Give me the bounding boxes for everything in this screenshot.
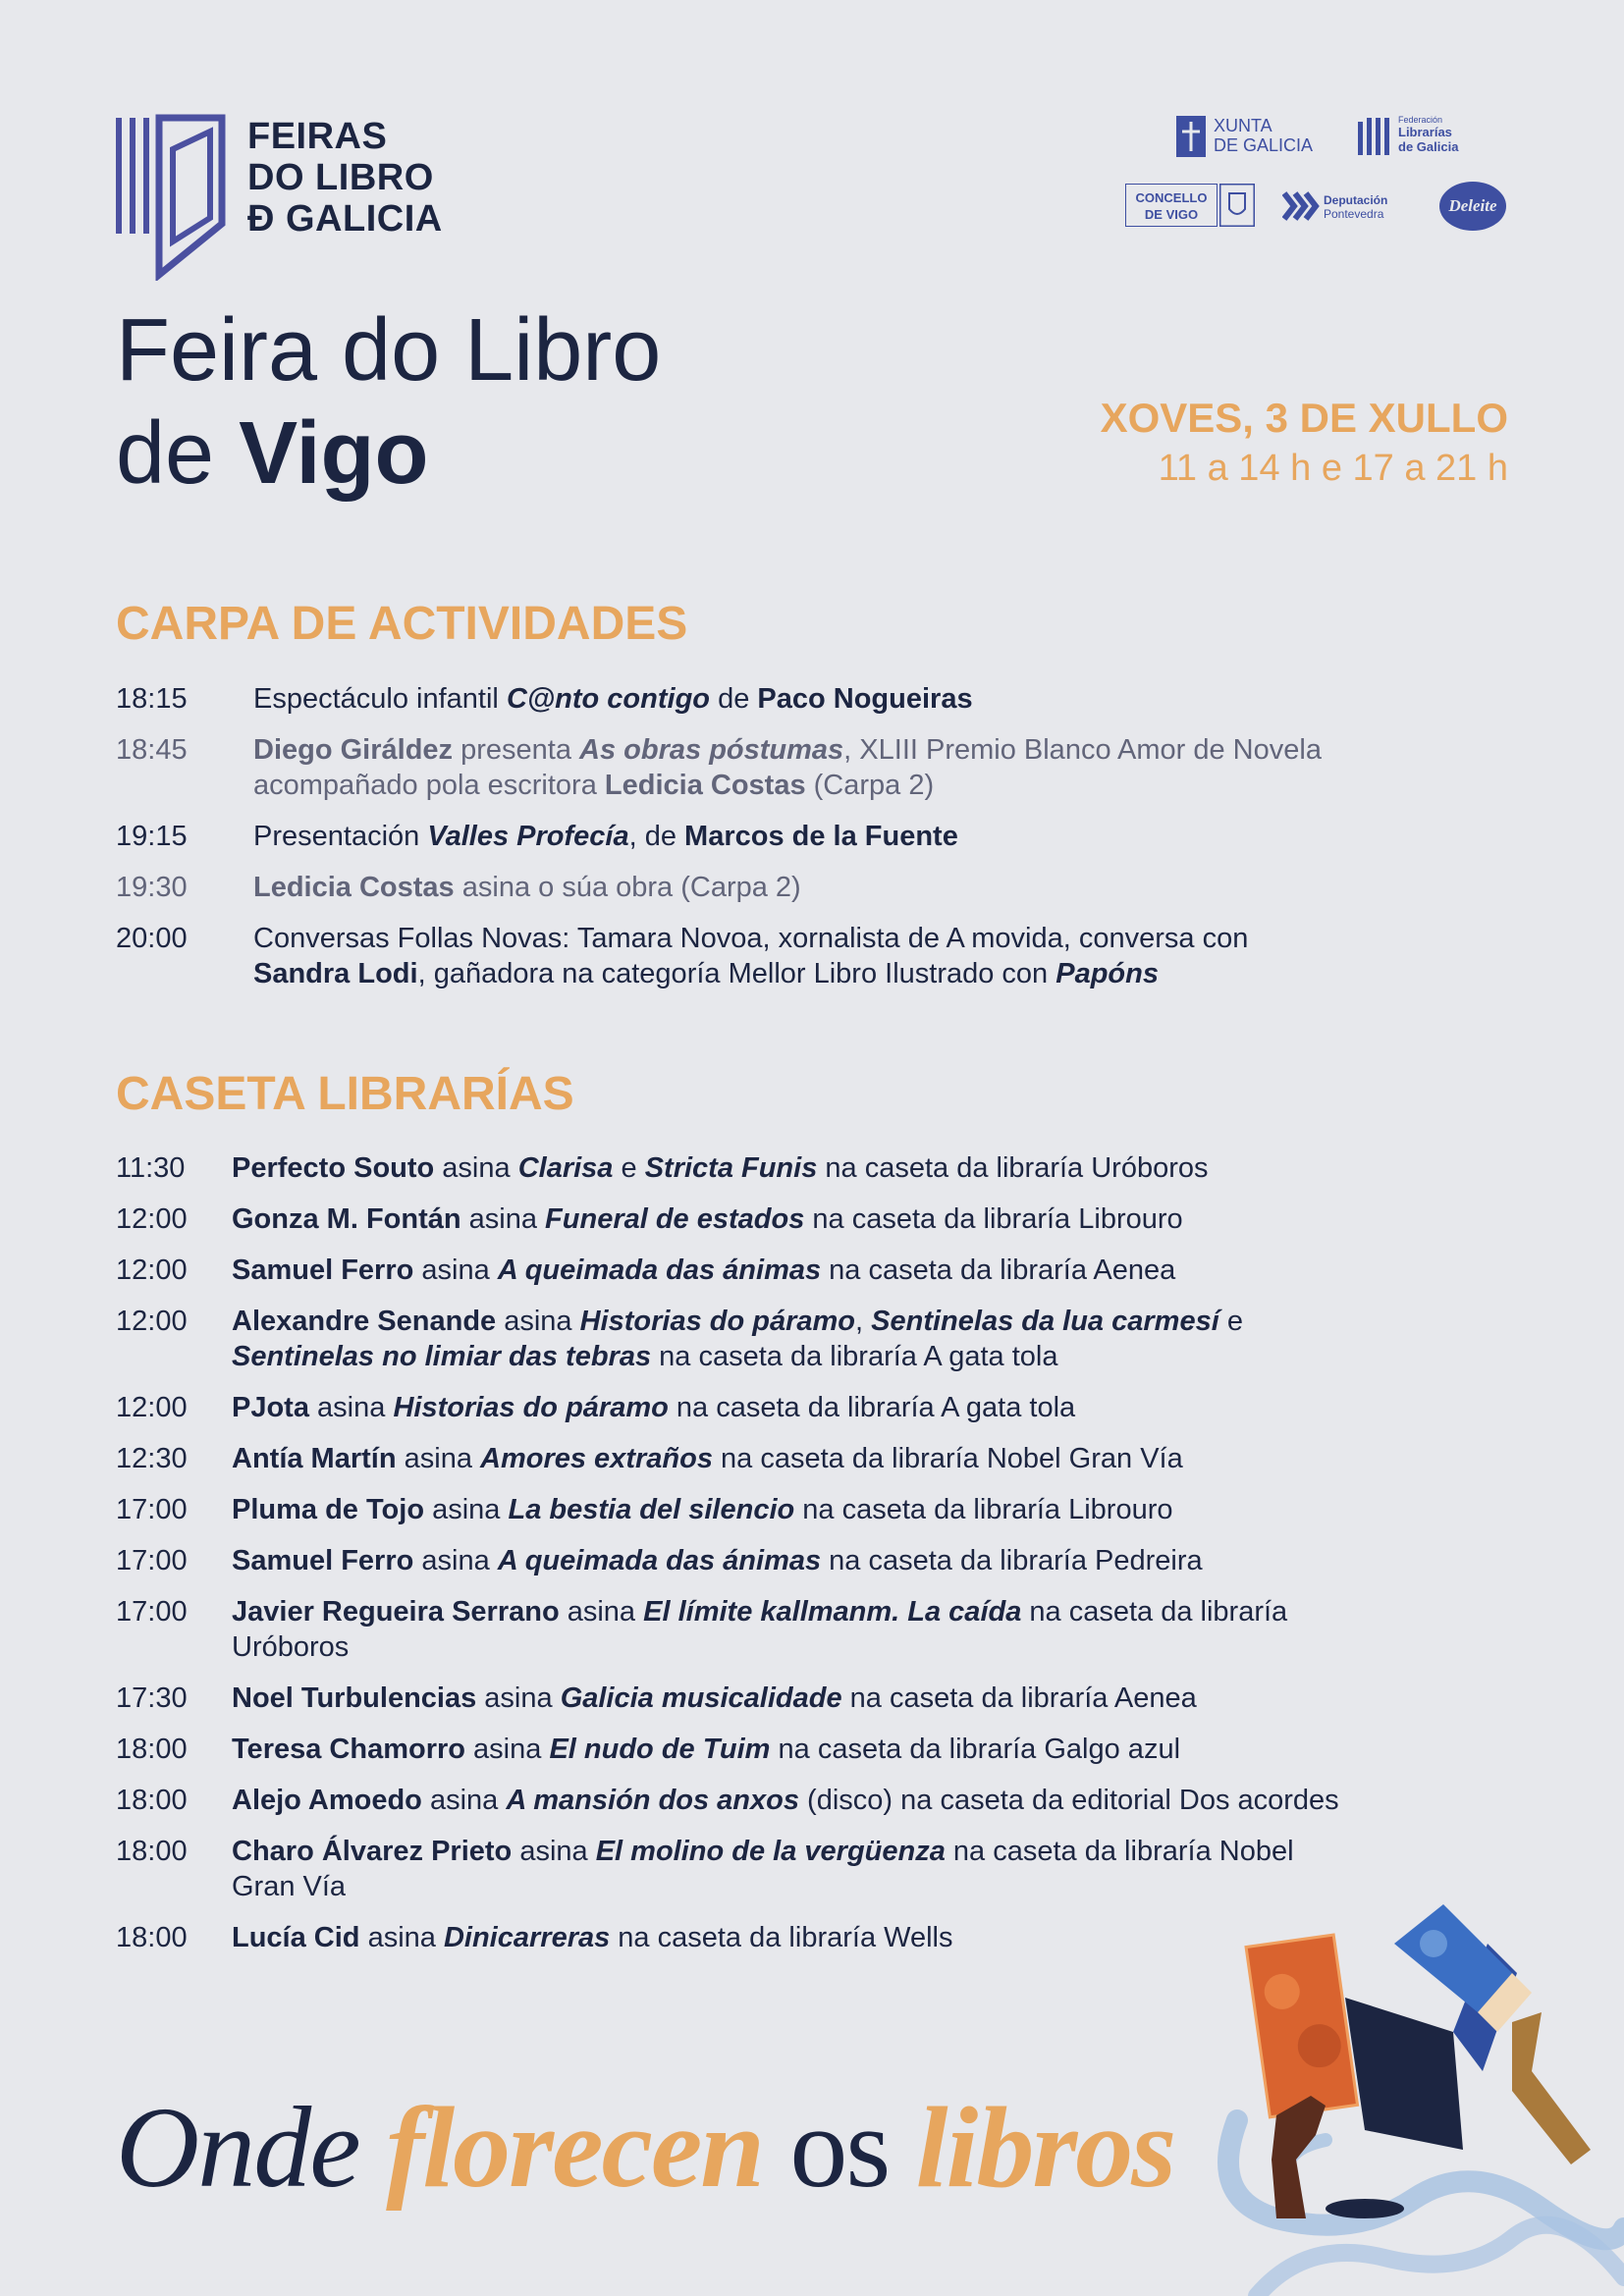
federacion-logo [1398, 115, 1458, 154]
xunta-line-2: DE GALICIA [1214, 135, 1314, 155]
schedule-row [116, 1492, 1353, 1527]
text: , XLIII Premio Blanco Amor de Novela acompañado pola escritora [253, 734, 1322, 801]
text: na caseta da libraría Aenea [841, 1682, 1197, 1714]
schedule-row [116, 1253, 1353, 1288]
work-title: Galicia musicalidade [560, 1682, 842, 1714]
slogan-word-4: libros [915, 2083, 1175, 2212]
text: asina [465, 1734, 550, 1765]
text: asina [434, 1152, 518, 1184]
text: Conversas Follas Novas: Tamara Novoa, xornalista de A movida, conversa con [253, 923, 1249, 954]
text: asina [413, 1545, 498, 1576]
person-name: Marcos de la Fuente [684, 821, 958, 852]
person-name: Alejo Amoedo [232, 1785, 422, 1816]
person-name: Ledicia Costas [253, 872, 455, 903]
text: (disco) na caseta da editorial Dos acordes [799, 1785, 1339, 1816]
schedule-row [116, 1681, 1353, 1716]
concello-line-2: DE VIGO [1144, 207, 1199, 222]
person-name: Teresa Chamorro [232, 1734, 465, 1765]
schedule-row [116, 1732, 1353, 1767]
person-name: Alexandre Senande [232, 1306, 497, 1337]
text: e [1218, 1306, 1243, 1337]
row-time: 19:30 [116, 872, 188, 903]
text: (Carpa 2) [805, 770, 935, 801]
row-description [232, 1920, 1353, 1955]
text: na caseta da libraría Galgo azul [770, 1734, 1181, 1765]
text: asina [512, 1836, 596, 1867]
text: na caseta da libraría Aenea [821, 1255, 1176, 1286]
text: asina [424, 1494, 509, 1525]
row-time: 18:45 [116, 734, 188, 766]
work-title: A queimada das ánimas [497, 1545, 822, 1576]
row-time: 17:00 [116, 1545, 188, 1576]
row-description [232, 1492, 1353, 1527]
text: na caseta da libraría Nobel Gran Vía [232, 1836, 1294, 1902]
person-name: Antía Martín [232, 1443, 397, 1474]
federacion-line-2: de Galicia [1398, 139, 1459, 154]
federacion-line-1: Librarías [1398, 125, 1452, 139]
schedule-row [116, 1783, 1353, 1818]
deputacion-logo [1324, 193, 1387, 221]
schedule-row [116, 1834, 1353, 1904]
schedule-row [116, 732, 1343, 803]
person-name: Sandra Lodi [253, 958, 418, 989]
work-title: Historias do páramo [579, 1306, 856, 1337]
work-title: Sentinelas da lua carmesí [871, 1306, 1219, 1337]
row-time: 17:00 [116, 1596, 188, 1628]
work-title: A queimada das ánimas [497, 1255, 822, 1286]
work-title: El molino de la vergüenza [595, 1836, 946, 1867]
text: , de [628, 821, 685, 852]
work-title: La bestia del silencio [508, 1494, 795, 1525]
person-name: Gonza M. Fontán [232, 1203, 461, 1235]
xunta-shield-icon [1176, 116, 1206, 157]
person-name: Javier Regueira Serrano [232, 1596, 560, 1628]
text: asina [496, 1306, 580, 1337]
schedule-row [116, 1201, 1353, 1237]
work-title: Clarisa [517, 1152, 614, 1184]
title-line-2 [116, 402, 661, 506]
row-time: 17:30 [116, 1682, 188, 1714]
row-time: 18:00 [116, 1836, 188, 1867]
work-title: Papóns [1056, 958, 1159, 989]
text: na caseta da libraría A gata tola [668, 1392, 1076, 1423]
text: Presentación [253, 821, 428, 852]
row-time: 18:00 [116, 1785, 188, 1816]
schedule-row [116, 1920, 1353, 1955]
row-description [232, 1594, 1353, 1665]
row-description [232, 1150, 1353, 1186]
schedule-row [116, 870, 1343, 905]
text: na caseta da libraría Librouro [794, 1494, 1173, 1525]
row-time: 20:00 [116, 923, 188, 954]
text: e [613, 1152, 645, 1184]
row-time: 17:00 [116, 1494, 188, 1525]
row-time: 12:00 [116, 1306, 188, 1337]
row-description [232, 1681, 1353, 1716]
event-hours: 11 a 14 h e 17 a 21 h [1158, 448, 1508, 489]
text: na caseta da libraría A gata tola [651, 1341, 1058, 1372]
deputacion-line-1: Deputación [1324, 193, 1388, 207]
person-name: Pluma de Tojo [232, 1494, 425, 1525]
logo-line-2: DO LIBRO [247, 157, 434, 198]
title-line-2-pre: de [116, 404, 240, 503]
person-name: Perfecto Souto [232, 1152, 435, 1184]
row-time: 12:00 [116, 1392, 188, 1423]
text: asina [460, 1203, 546, 1235]
row-description [232, 1201, 1353, 1237]
text: asina [413, 1255, 498, 1286]
concello-line-1: CONCELLO [1135, 190, 1208, 205]
person-name: PJota [232, 1392, 309, 1423]
xunta-logo [1214, 116, 1313, 155]
text: na caseta da libraría Pedreira [821, 1545, 1203, 1576]
row-description [253, 870, 1343, 905]
person-name: Paco Nogueiras [757, 683, 973, 715]
deputacion-line-2: Pontevedra [1324, 207, 1384, 221]
work-title: Valles Profecía [427, 821, 629, 852]
person-name: Noel Turbulencias [232, 1682, 477, 1714]
row-description [232, 1253, 1353, 1288]
work-title: C@nto contigo [506, 683, 711, 715]
text: na caseta da libraría Wells [610, 1922, 953, 1953]
person-name: Lucía Cid [232, 1922, 360, 1953]
text: Espectáculo infantil [253, 683, 507, 715]
work-title: Sentinelas no limiar das tebras [232, 1341, 652, 1372]
concello-de-vigo-logo [1125, 184, 1218, 227]
sponsor-logos [1125, 113, 1508, 240]
text: na caseta da libraría Nobel Gran Vía [712, 1443, 1183, 1474]
row-description [232, 1732, 1353, 1767]
text: presenta [453, 734, 580, 766]
text: asina o súa obra (Carpa 2) [454, 872, 801, 903]
person-name: Samuel Ferro [232, 1545, 414, 1576]
section-title-carpa: CARPA DE ACTIVIDADES [116, 598, 688, 650]
work-title: Stricta Funis [644, 1152, 818, 1184]
schedule-row [116, 1441, 1353, 1476]
federacion-bars-icon [1358, 118, 1391, 155]
federacion-small: Federación [1398, 115, 1443, 125]
xunta-line-1: XUNTA [1214, 116, 1272, 135]
title-city: Vigo [239, 404, 429, 503]
row-description [232, 1834, 1353, 1904]
text: na caseta da libraría Uróboros [232, 1596, 1288, 1663]
work-title: Amores extraños [480, 1443, 713, 1474]
row-description [232, 1441, 1353, 1476]
logo-line-1: FEIRAS [247, 116, 388, 157]
person-name: Diego Giráldez [253, 734, 454, 766]
title-line-1: Feira do Libro [116, 301, 662, 400]
schedule-row [116, 681, 1343, 717]
schedule-row [116, 921, 1343, 991]
carpa-schedule [116, 681, 1343, 1007]
person-name: Charo Álvarez Prieto [232, 1836, 513, 1867]
row-description [253, 921, 1343, 991]
text: asina [421, 1785, 507, 1816]
page-title [116, 299, 661, 506]
schedule-row [116, 1594, 1353, 1665]
slogan [116, 2079, 1174, 2216]
event-date: XOVES, 3 DE XULLO [1100, 395, 1508, 441]
schedule-row [116, 1390, 1353, 1425]
books-hands-illustration [1218, 1904, 1624, 2296]
schedule-row [116, 819, 1343, 854]
deleite-logo: Deleite [1439, 182, 1506, 231]
work-title: El nudo de Tuim [549, 1734, 771, 1765]
work-title: El límite kallmanm. La caída [643, 1596, 1022, 1628]
slogan-word-3: os [762, 2083, 916, 2212]
date-block [1101, 393, 1508, 493]
row-time: 12:00 [116, 1203, 188, 1235]
row-time: 11:30 [116, 1152, 186, 1184]
row-description [232, 1304, 1353, 1374]
text: , gañadora na categoría Mellor Libro Ilustrado con [417, 958, 1056, 989]
text: asina [308, 1392, 394, 1423]
schedule-row [116, 1150, 1353, 1186]
row-description [232, 1783, 1353, 1818]
row-time: 19:15 [116, 821, 188, 852]
row-description [253, 819, 1343, 854]
work-title: Funeral de estados [545, 1203, 805, 1235]
schedule-row [116, 1543, 1353, 1578]
text: asina [559, 1596, 644, 1628]
row-description [232, 1390, 1353, 1425]
text: asina [476, 1682, 561, 1714]
row-description [253, 732, 1343, 803]
person-name: Ledicia Costas [604, 770, 806, 801]
slogan-word-1: Onde [116, 2083, 387, 2212]
row-description [253, 681, 1343, 717]
row-time: 18:00 [116, 1734, 188, 1765]
row-description [232, 1543, 1353, 1578]
deputacion-chevron-icon [1282, 191, 1320, 221]
caseta-schedule [116, 1150, 1353, 1971]
logo-wordmark [247, 116, 443, 240]
text: asina [359, 1922, 444, 1953]
vigo-coat-of-arms-icon [1219, 184, 1255, 227]
text: de [710, 683, 758, 715]
text: na caseta da libraría Uróboros [817, 1152, 1209, 1184]
person-name: Samuel Ferro [232, 1255, 414, 1286]
logo-line-3: Ð GALICIA [247, 198, 443, 240]
row-time: 12:00 [116, 1255, 188, 1286]
work-title: As obras póstumas [579, 734, 844, 766]
text: , [855, 1306, 872, 1337]
row-time: 18:15 [116, 683, 188, 715]
text: na caseta da libraría Librouro [804, 1203, 1183, 1235]
schedule-row [116, 1304, 1353, 1374]
row-time: 18:00 [116, 1922, 188, 1953]
work-title: A mansión dos anxos [506, 1785, 799, 1816]
text: asina [396, 1443, 481, 1474]
work-title: Historias do páramo [393, 1392, 669, 1423]
section-title-caseta: CASETA LIBRARÍAS [116, 1068, 574, 1120]
work-title: Dinicarreras [443, 1922, 611, 1953]
row-time: 12:30 [116, 1443, 188, 1474]
slogan-word-2: florecen [386, 2083, 763, 2212]
